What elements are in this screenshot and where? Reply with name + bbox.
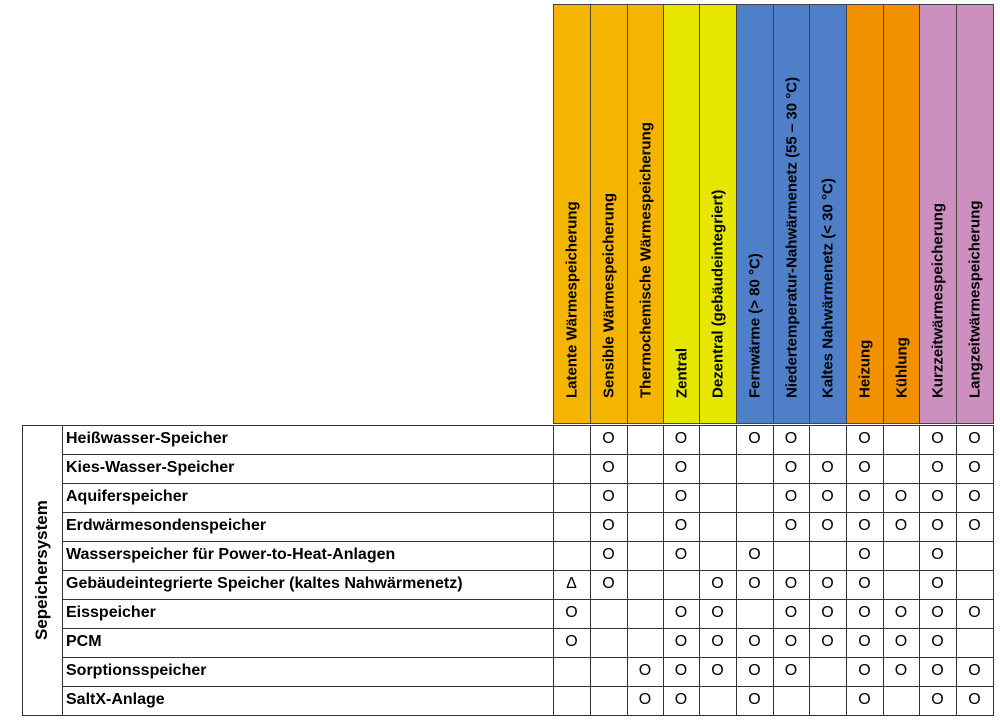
column-header [773, 4, 810, 424]
column-header [809, 4, 847, 424]
row-label: Erdwärmesondenspeicher [66, 517, 267, 534]
cell-o-mark: O [784, 604, 798, 621]
cell-o-mark: O [784, 662, 798, 679]
cell-o-mark: O [931, 546, 944, 563]
column-header-label: Dezentral (gebäudeintegriert) [709, 189, 727, 398]
cell-o-mark: O [931, 633, 944, 650]
cell-o-mark: O [784, 430, 798, 447]
cell-o-mark: O [674, 633, 688, 650]
column-header [956, 4, 994, 424]
cell-o-mark: O [711, 604, 724, 621]
cell-o-mark: O [858, 604, 871, 621]
cell-o-mark: O [968, 604, 981, 621]
cell-o-mark: O [748, 662, 761, 679]
cell-o-mark: O [968, 430, 981, 447]
cell-o-mark: O [931, 575, 944, 592]
cell-delta-mark: Δ [566, 575, 577, 592]
column-header [919, 4, 957, 424]
cell-o-mark: O [674, 691, 688, 708]
group-label: Sepeichersystem [32, 500, 51, 640]
cell-o-mark: O [674, 604, 688, 621]
cell-o-mark: O [565, 633, 578, 650]
column-header-label: Kaltes Nahwärmenetz (< 30 °C) [819, 178, 837, 398]
cell-o-mark: O [784, 459, 798, 476]
cell-o-mark: O [894, 662, 908, 679]
column-header [590, 4, 628, 424]
cell-o-mark: O [748, 691, 761, 708]
cell-o-mark: O [858, 691, 871, 708]
column-header [736, 4, 774, 424]
grid-line [62, 512, 993, 513]
column-header-label: Kühlung [893, 337, 910, 398]
cell-o-mark: O [821, 575, 834, 592]
cell-o-mark: O [894, 633, 908, 650]
row-label: Heißwasser-Speicher [66, 430, 228, 447]
cell-o-mark: O [858, 662, 871, 679]
grid-line [22, 425, 23, 715]
cell-o-mark: O [931, 517, 944, 534]
cell-o-mark: O [674, 517, 688, 534]
row-label: Sorptionsspeicher [66, 662, 207, 679]
cell-o-mark: O [602, 575, 615, 592]
cell-o-mark: O [931, 662, 944, 679]
cell-o-mark: O [968, 662, 981, 679]
cell-o-mark: O [748, 430, 761, 447]
cell-o-mark: O [602, 517, 615, 534]
row-label: Eisspeicher [66, 604, 156, 621]
row-label: Wasserspeicher für Power-to-Heat-Anlagen [66, 546, 396, 563]
cell-o-mark: O [821, 604, 834, 621]
grid-line [62, 686, 993, 687]
cell-o-mark: O [968, 488, 981, 505]
column-header [627, 4, 664, 424]
cell-o-mark: O [968, 459, 981, 476]
cell-o-mark: O [748, 633, 761, 650]
cell-o-mark: O [784, 575, 798, 592]
cell-o-mark: O [858, 430, 871, 447]
column-header [699, 4, 737, 424]
column-header [883, 4, 920, 424]
column-header [553, 4, 591, 424]
cell-o-mark: O [711, 662, 724, 679]
grid-line [62, 541, 993, 542]
cell-o-mark: O [638, 691, 652, 708]
row-label: Aquiferspeicher [66, 488, 188, 505]
cell-o-mark: O [602, 488, 615, 505]
column-header-label: Thermochemische Wärmespeicherung [637, 122, 654, 398]
cell-o-mark: O [674, 430, 688, 447]
column-header-label: Zentral [673, 347, 690, 398]
row-label: Kies-Wasser-Speicher [66, 459, 235, 476]
cell-o-mark: O [748, 575, 761, 592]
cell-o-mark: O [674, 546, 688, 563]
cell-o-mark: O [784, 633, 798, 650]
row-label: Gebäudeintegrierte Speicher (kaltes Nahwärmenetz) [66, 575, 463, 592]
cell-o-mark: O [602, 430, 615, 447]
cell-o-mark: O [931, 459, 944, 476]
column-header-label: Sensible Wärmespeicherung [600, 192, 618, 398]
column-header [663, 4, 700, 424]
cell-o-mark: O [931, 488, 944, 505]
cell-o-mark: O [858, 459, 871, 476]
cell-o-mark: O [674, 488, 688, 505]
grid-line [22, 425, 994, 426]
cell-o-mark: O [602, 459, 615, 476]
cell-o-mark: O [674, 662, 688, 679]
cell-o-mark: O [968, 691, 981, 708]
grid-line [62, 454, 993, 455]
cell-o-mark: O [821, 517, 834, 534]
grid-line [553, 425, 554, 715]
cell-o-mark: O [602, 546, 615, 563]
cell-o-mark: O [821, 488, 834, 505]
cell-o-mark: O [858, 488, 871, 505]
cell-o-mark: O [565, 604, 578, 621]
column-header-label: Niedertemperatur-Nahwärmenetz (55 – 30 °C) [783, 76, 800, 398]
cell-o-mark: O [858, 546, 871, 563]
column-header-label: Latente Wärmespeicherung [563, 201, 581, 398]
column-header-label: Langzeitwärmespeicherung [966, 200, 984, 398]
cell-o-mark: O [821, 633, 834, 650]
grid-line [62, 483, 993, 484]
cell-o-mark: O [821, 459, 834, 476]
cell-o-mark: O [968, 517, 981, 534]
column-header-label: Heizung [856, 339, 874, 398]
column-header [846, 4, 884, 424]
cell-o-mark: O [858, 517, 871, 534]
cell-o-mark: O [638, 662, 652, 679]
grid-line [993, 425, 994, 715]
grid-line [62, 570, 993, 571]
cell-o-mark: O [711, 633, 724, 650]
cell-o-mark: O [784, 488, 798, 505]
cell-o-mark: O [858, 575, 871, 592]
column-header-label: Fernwärme (> 80 °C) [746, 253, 764, 398]
grid-line [62, 628, 993, 629]
cell-o-mark: O [784, 517, 798, 534]
cell-o-mark: O [894, 517, 908, 534]
grid-line [62, 657, 993, 658]
cell-o-mark: O [674, 459, 688, 476]
cell-o-mark: O [894, 604, 908, 621]
cell-o-mark: O [711, 575, 724, 592]
grid-line [22, 715, 994, 716]
cell-o-mark: O [858, 633, 871, 650]
cell-o-mark: O [894, 488, 908, 505]
grid-line [62, 599, 993, 600]
cell-o-mark: O [931, 691, 944, 708]
cell-o-mark: O [748, 546, 761, 563]
cell-o-mark: O [931, 430, 944, 447]
row-label: SaltX-Anlage [66, 691, 165, 708]
row-label: PCM [66, 633, 102, 650]
column-header-label: Kurzzeitwärmespeicherung [929, 202, 947, 398]
cell-o-mark: O [931, 604, 944, 621]
